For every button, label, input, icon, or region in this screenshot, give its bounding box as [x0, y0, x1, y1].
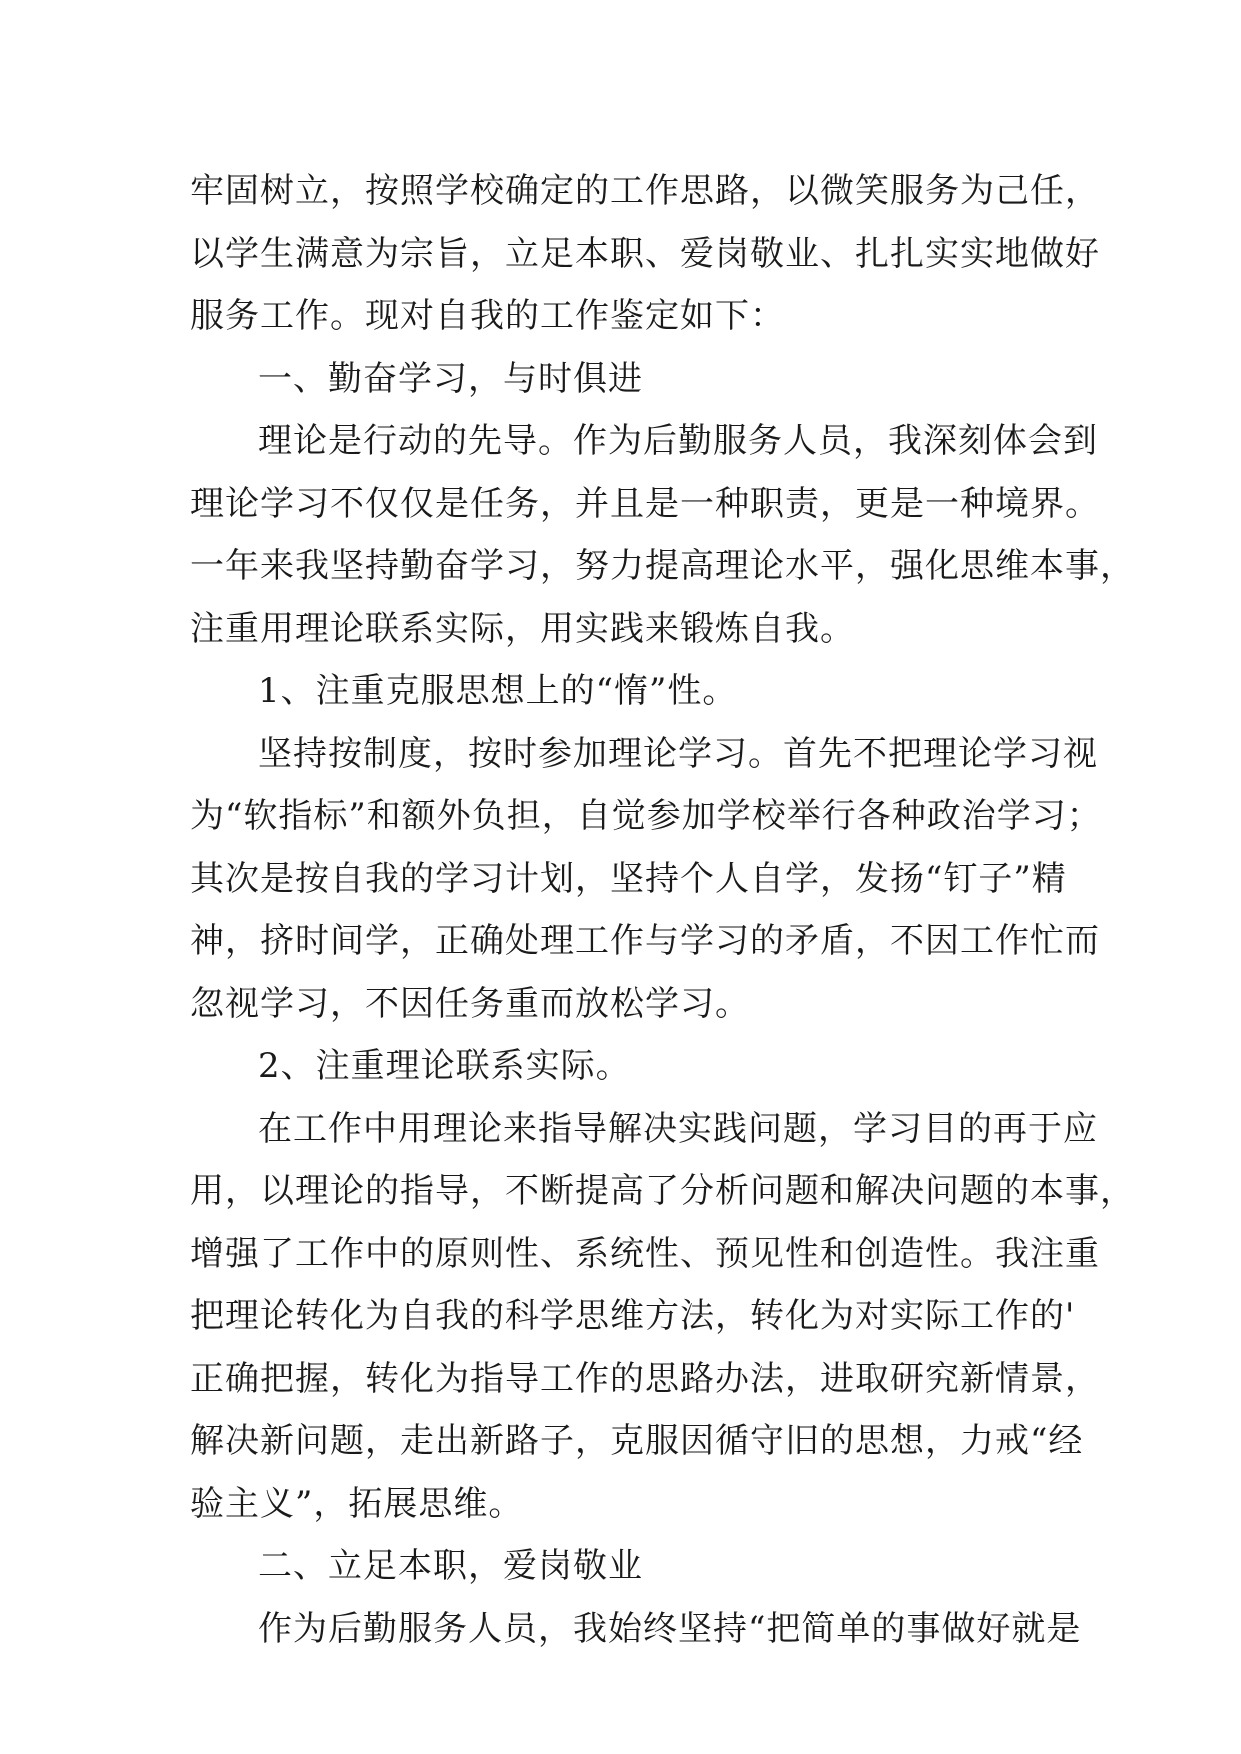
- document-body: [190, 160, 1135, 1660]
- text-line: 其次是按自我的学习计划，坚持个人自学，发扬“钉子”精: [190, 858, 1067, 899]
- text-line: 牢固树立，按照学校确定的工作思路，以微笑服务为己任，: [190, 171, 1100, 211]
- text-line: 验主义”，拓展思维。: [190, 1483, 524, 1524]
- subsection-heading: 2、注重理论联系实际。: [258, 1046, 631, 1086]
- text-line: 用，以理论的指导，不断提高了分析问题和解决问题的本事，: [190, 1171, 1135, 1211]
- text-line: 以学生满意为宗旨，立足本职、爱岗敬业、扎扎实实地做好: [190, 233, 1100, 274]
- text-line: 理论学习不仅仅是任务，并且是一种职责，更是一种境界。: [190, 483, 1100, 524]
- text-line: 解决新问题，走出新路子，克服因循守旧的思想，力戒“经: [190, 1421, 1084, 1461]
- text-line: 作为后勤服务人员，我始终坚持“把简单的事做好就是: [258, 1608, 1082, 1649]
- text-line: 服务工作。现对自我的工作鉴定如下：: [190, 296, 785, 336]
- text-line: 增强了工作中的原则性、系统性、预见性和创造性。我注重: [190, 1233, 1100, 1274]
- section-heading: 二、立足本职，爱岗敬业: [258, 1546, 643, 1586]
- text-line: 为“软指标”和额外负担，自觉参加学校举行各种政治学习；: [190, 796, 1102, 836]
- section-heading: 一、勤奋学习，与时俱进: [258, 358, 643, 399]
- text-line: 神，挤时间学，正确处理工作与学习的矛盾，不因工作忙而: [190, 921, 1100, 961]
- text-line: 一年来我坚持勤奋学习，努力提高理论水平，强化思维本事，: [190, 546, 1135, 586]
- text-line: 在工作中用理论来指导解决实践问题，学习目的再于应: [258, 1108, 1098, 1149]
- text-line: 正确把握，转化为指导工作的思路办法，进取研究新情景，: [190, 1358, 1100, 1399]
- subsection-heading: 1、注重克服思想上的“惰”性。: [258, 671, 738, 711]
- text-line: 忽视学习，不因任务重而放松学习。: [190, 983, 750, 1024]
- text-line: 理论是行动的先导。作为后勤服务人员，我深刻体会到: [258, 421, 1098, 461]
- text-line: 注重用理论联系实际，用实践来锻炼自我。: [190, 608, 855, 649]
- text-line: 坚持按制度，按时参加理论学习。首先不把理论学习视: [258, 733, 1098, 774]
- text-line: 把理论转化为自我的科学思维方法，转化为对实际工作的': [190, 1296, 1076, 1336]
